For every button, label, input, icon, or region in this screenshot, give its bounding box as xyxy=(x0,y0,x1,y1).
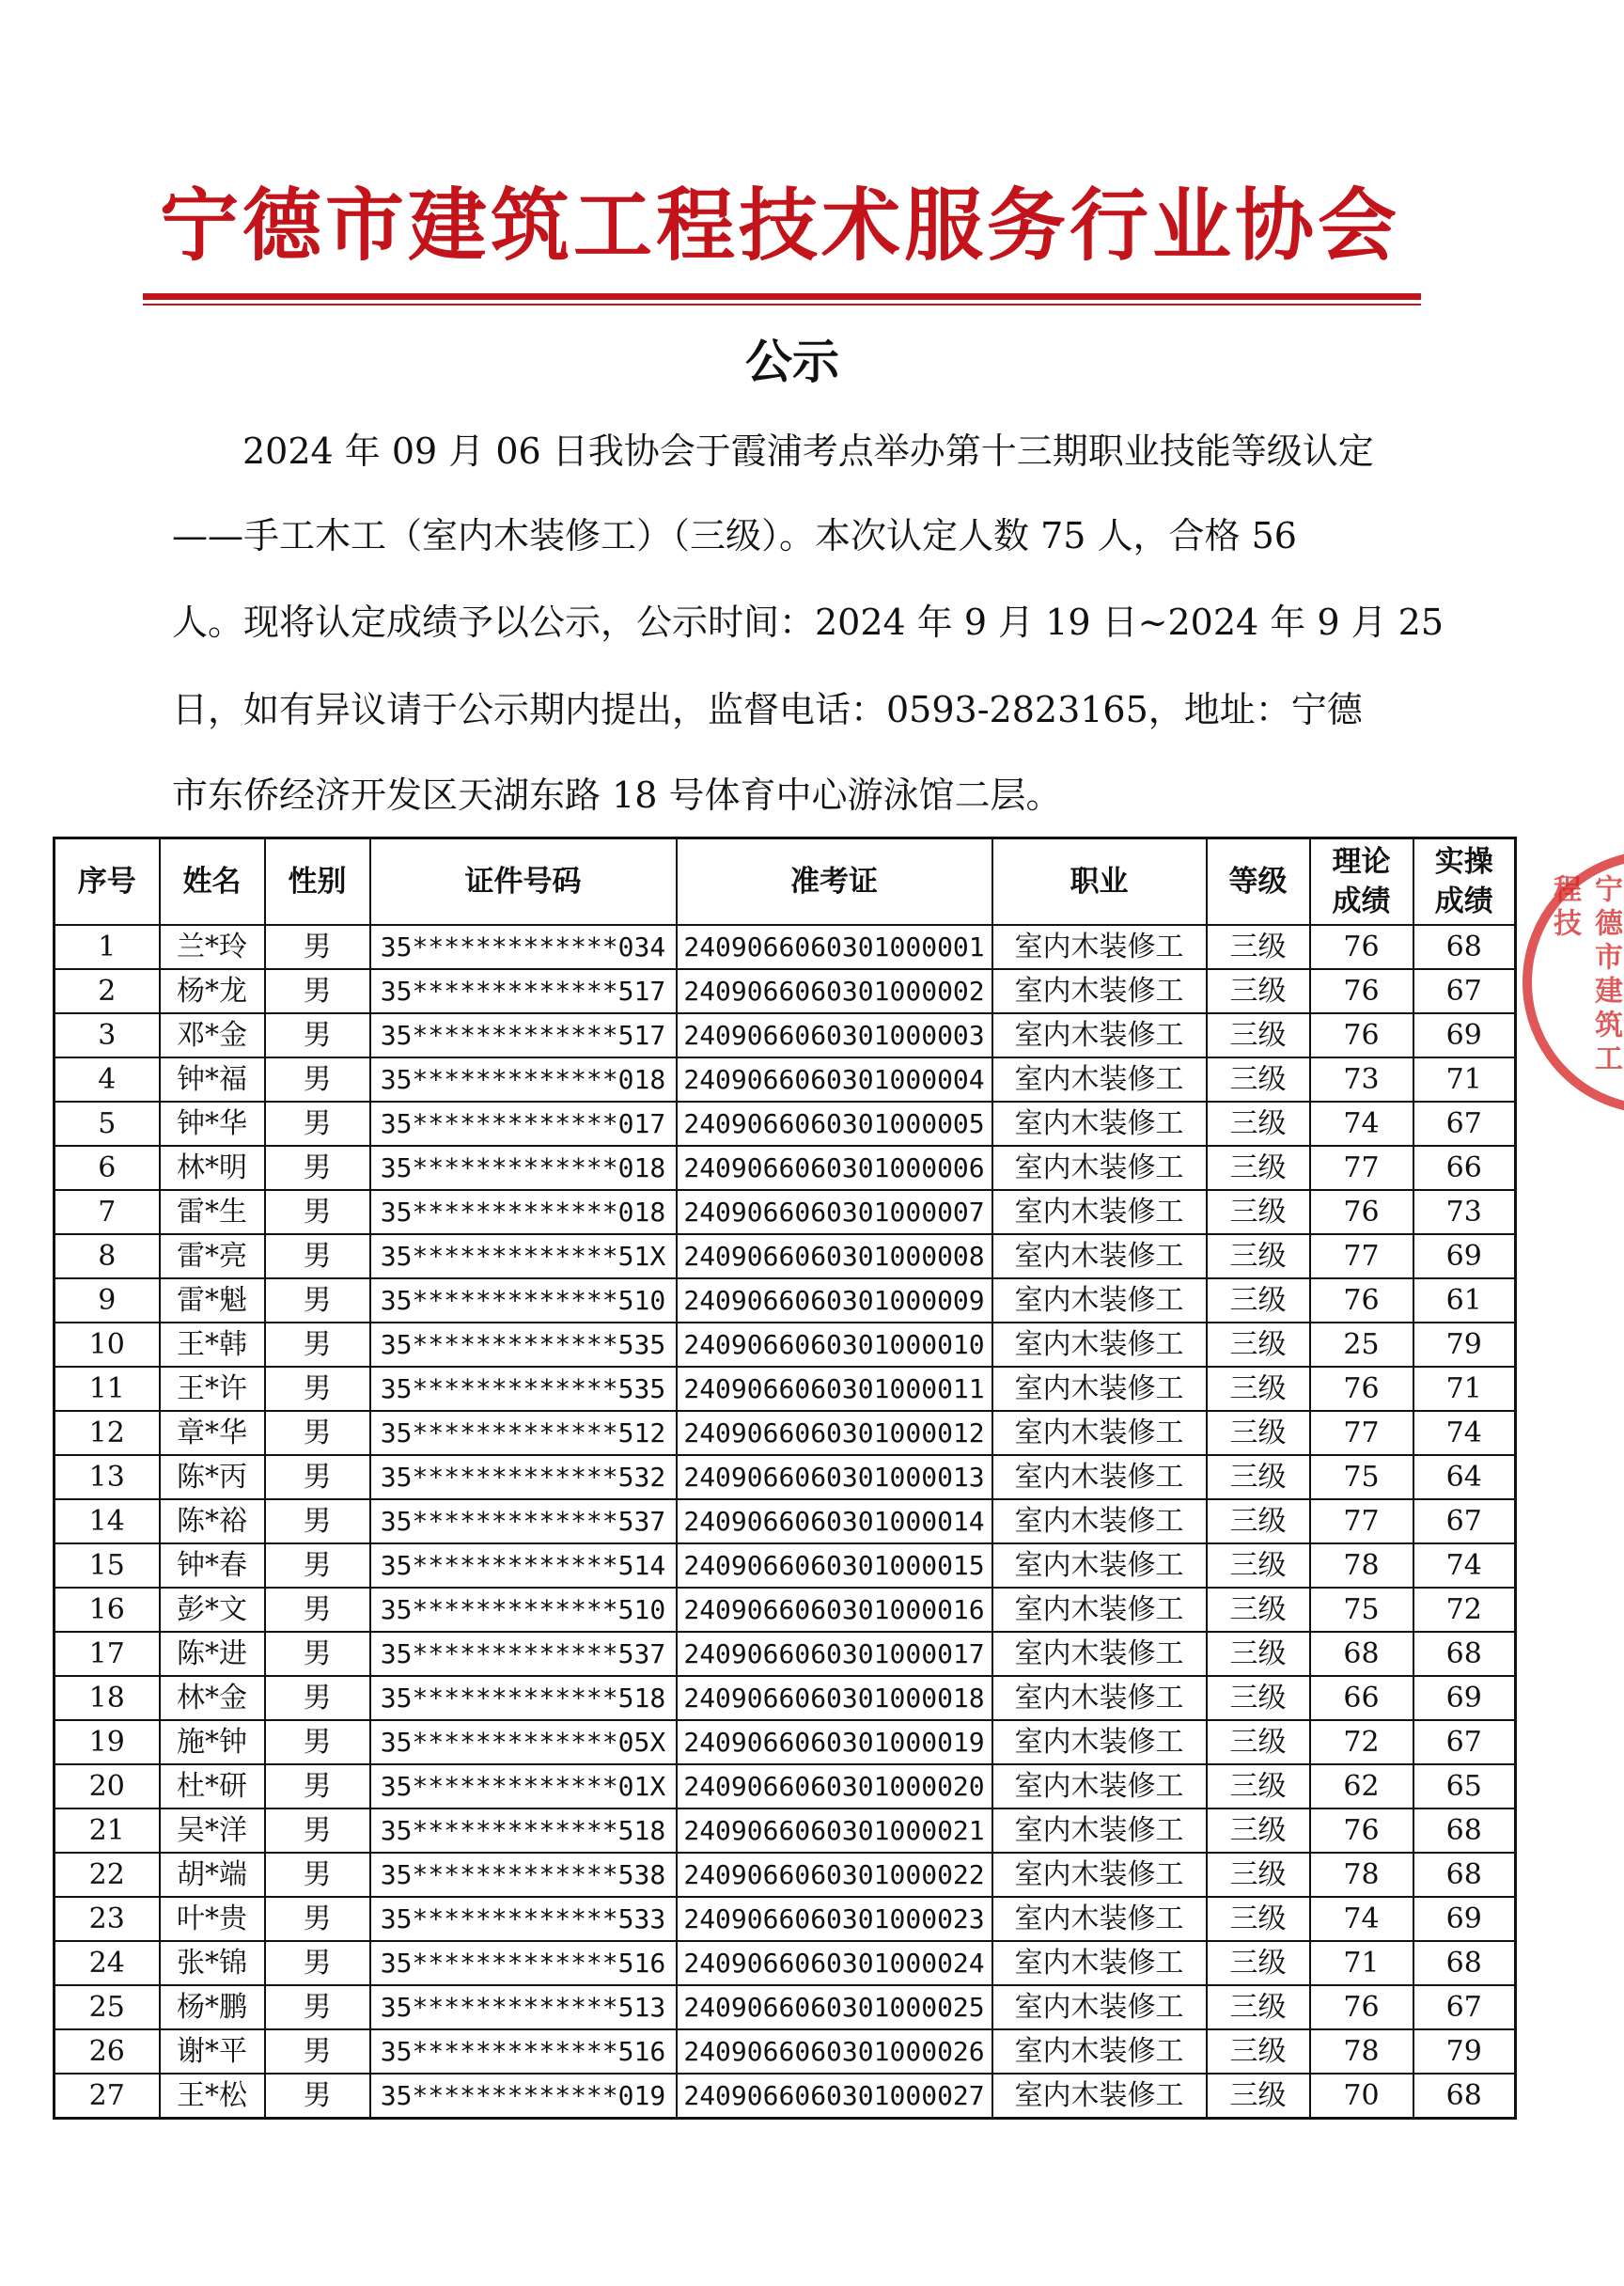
cell-admission-number: 2409066060301000011 xyxy=(677,1367,992,1411)
table-row xyxy=(55,1278,1516,1323)
cell-id-number: 35*************019 xyxy=(370,2074,677,2119)
cell-admission-number: 2409066060301000020 xyxy=(677,1764,992,1808)
cell-occupation: 室内木装修工 xyxy=(992,969,1207,1013)
cell-gender: 男 xyxy=(265,1941,370,1985)
cell-id-number: 35*************535 xyxy=(370,1367,677,1411)
cell-gender: 男 xyxy=(265,1278,370,1323)
cell-level: 三级 xyxy=(1207,1853,1310,1897)
cell-theory-score: 71 xyxy=(1310,1941,1413,1985)
cell-theory-score: 74 xyxy=(1310,1102,1413,1146)
table-row xyxy=(55,1897,1516,1941)
table-row xyxy=(55,1588,1516,1632)
cell-id-number: 35*************516 xyxy=(370,1941,677,1985)
cell-theory-score: 76 xyxy=(1310,1013,1413,1057)
cell-theory-score: 25 xyxy=(1310,1323,1413,1367)
cell-id-number: 35*************018 xyxy=(370,1146,677,1190)
table-row xyxy=(55,1323,1516,1367)
cell-id-number: 35*************018 xyxy=(370,1190,677,1234)
cell-admission-number: 2409066060301000017 xyxy=(677,1632,992,1676)
cell-gender: 男 xyxy=(265,1632,370,1676)
notice-line-4: 日，如有异议请于公示期内提出，监督电话：0593-2823165，地址：宁德 xyxy=(172,689,1363,730)
cell-admission-number: 2409066060301000002 xyxy=(677,969,992,1013)
cell-practical-score: 72 xyxy=(1413,1588,1516,1632)
cell-level: 三级 xyxy=(1207,1632,1310,1676)
cell-seq: 4 xyxy=(55,1057,160,1102)
cell-level: 三级 xyxy=(1207,1013,1310,1057)
cell-gender: 男 xyxy=(265,1455,370,1499)
cell-practical-score: 69 xyxy=(1413,1234,1516,1278)
table-header-cell: 准考证 xyxy=(677,838,992,926)
cell-seq: 17 xyxy=(55,1632,160,1676)
cell-admission-number: 2409066060301000015 xyxy=(677,1543,992,1588)
cell-seq: 16 xyxy=(55,1588,160,1632)
cell-admission-number: 2409066060301000014 xyxy=(677,1499,992,1543)
cell-level: 三级 xyxy=(1207,1985,1310,2029)
cell-theory-score: 66 xyxy=(1310,1676,1413,1720)
cell-theory-score: 76 xyxy=(1310,925,1413,969)
table-body xyxy=(55,925,1516,2119)
table-row xyxy=(55,1234,1516,1278)
cell-id-number: 35*************01X xyxy=(370,1764,677,1808)
cell-id-number: 35*************018 xyxy=(370,1057,677,1102)
cell-practical-score: 67 xyxy=(1413,1720,1516,1764)
cell-id-number: 35*************537 xyxy=(370,1499,677,1543)
cell-level: 三级 xyxy=(1207,1278,1310,1323)
cell-practical-score: 71 xyxy=(1413,1057,1516,1102)
cell-practical-score: 67 xyxy=(1413,1985,1516,2029)
cell-occupation: 室内木装修工 xyxy=(992,1941,1207,1985)
cell-admission-number: 2409066060301000023 xyxy=(677,1897,992,1941)
table-header-cell: 等级 xyxy=(1207,838,1310,926)
cell-occupation: 室内木装修工 xyxy=(992,1146,1207,1190)
cell-seq: 21 xyxy=(55,1808,160,1853)
table-row xyxy=(55,1013,1516,1057)
cell-seq: 11 xyxy=(55,1367,160,1411)
cell-seq: 24 xyxy=(55,1941,160,1985)
cell-name: 雷*魁 xyxy=(160,1278,265,1323)
cell-occupation: 室内木装修工 xyxy=(992,1102,1207,1146)
cell-admission-number: 2409066060301000012 xyxy=(677,1411,992,1455)
cell-seq: 10 xyxy=(55,1323,160,1367)
cell-seq: 12 xyxy=(55,1411,160,1455)
cell-occupation: 室内木装修工 xyxy=(992,1013,1207,1057)
notice-line-2: ——手工木工（室内木装修工）（三级）。本次认定人数 75 人，合格 56 xyxy=(172,515,1297,556)
cell-seq: 2 xyxy=(55,969,160,1013)
table-header-cell: 证件号码 xyxy=(370,838,677,926)
table-header-cell: 姓名 xyxy=(160,838,265,926)
cell-level: 三级 xyxy=(1207,1897,1310,1941)
table-header-cell: 实操 成绩 xyxy=(1413,838,1516,926)
cell-occupation: 室内木装修工 xyxy=(992,1455,1207,1499)
cell-level: 三级 xyxy=(1207,1102,1310,1146)
cell-seq: 15 xyxy=(55,1543,160,1588)
cell-gender: 男 xyxy=(265,1057,370,1102)
cell-id-number: 35*************510 xyxy=(370,1278,677,1323)
cell-theory-score: 68 xyxy=(1310,1632,1413,1676)
org-letterhead-title: 宁德市建筑工程技术服务行业协会 xyxy=(159,180,1400,272)
cell-name: 章*华 xyxy=(160,1411,265,1455)
cell-admission-number: 2409066060301000003 xyxy=(677,1013,992,1057)
cell-occupation: 室内木装修工 xyxy=(992,1808,1207,1853)
table-row xyxy=(55,1543,1516,1588)
cell-gender: 男 xyxy=(265,1190,370,1234)
cell-admission-number: 2409066060301000006 xyxy=(677,1146,992,1190)
cell-id-number: 35*************518 xyxy=(370,1676,677,1720)
cell-name: 钟*华 xyxy=(160,1102,265,1146)
cell-theory-score: 62 xyxy=(1310,1764,1413,1808)
cell-id-number: 35*************518 xyxy=(370,1808,677,1853)
cell-gender: 男 xyxy=(265,969,370,1013)
cell-practical-score: 65 xyxy=(1413,1764,1516,1808)
cell-seq: 5 xyxy=(55,1102,160,1146)
cell-id-number: 35*************514 xyxy=(370,1543,677,1588)
table-row xyxy=(55,1985,1516,2029)
cell-theory-score: 77 xyxy=(1310,1499,1413,1543)
cell-id-number: 35*************535 xyxy=(370,1323,677,1367)
cell-practical-score: 68 xyxy=(1413,1941,1516,1985)
cell-level: 三级 xyxy=(1207,2074,1310,2119)
cell-name: 王*许 xyxy=(160,1367,265,1411)
cell-seq: 25 xyxy=(55,1985,160,2029)
cell-practical-score: 61 xyxy=(1413,1278,1516,1323)
cell-admission-number: 2409066060301000001 xyxy=(677,925,992,969)
cell-level: 三级 xyxy=(1207,1367,1310,1411)
cell-admission-number: 2409066060301000027 xyxy=(677,2074,992,2119)
cell-occupation: 室内木装修工 xyxy=(992,1323,1207,1367)
cell-occupation: 室内木装修工 xyxy=(992,1588,1207,1632)
cell-theory-score: 74 xyxy=(1310,1897,1413,1941)
cell-theory-score: 77 xyxy=(1310,1234,1413,1278)
table-row xyxy=(55,925,1516,969)
cell-theory-score: 76 xyxy=(1310,969,1413,1013)
cell-id-number: 35*************513 xyxy=(370,1985,677,2029)
cell-gender: 男 xyxy=(265,1853,370,1897)
cell-level: 三级 xyxy=(1207,969,1310,1013)
cell-level: 三级 xyxy=(1207,1808,1310,1853)
cell-practical-score: 68 xyxy=(1413,1853,1516,1897)
cell-admission-number: 2409066060301000019 xyxy=(677,1720,992,1764)
cell-occupation: 室内木装修工 xyxy=(992,2074,1207,2119)
cell-seq: 27 xyxy=(55,2074,160,2119)
cell-name: 张*锦 xyxy=(160,1941,265,1985)
cell-practical-score: 68 xyxy=(1413,1808,1516,1853)
cell-admission-number: 2409066060301000007 xyxy=(677,1190,992,1234)
cell-name: 杜*研 xyxy=(160,1764,265,1808)
cell-gender: 男 xyxy=(265,1676,370,1720)
cell-id-number: 35*************538 xyxy=(370,1853,677,1897)
cell-level: 三级 xyxy=(1207,1146,1310,1190)
cell-theory-score: 76 xyxy=(1310,1808,1413,1853)
cell-name: 谢*平 xyxy=(160,2029,265,2074)
cell-level: 三级 xyxy=(1207,1543,1310,1588)
cell-practical-score: 73 xyxy=(1413,1190,1516,1234)
cell-theory-score: 73 xyxy=(1310,1057,1413,1102)
cell-id-number: 35*************532 xyxy=(370,1455,677,1499)
cell-name: 王*韩 xyxy=(160,1323,265,1367)
cell-admission-number: 2409066060301000010 xyxy=(677,1323,992,1367)
cell-practical-score: 74 xyxy=(1413,1543,1516,1588)
results-table-container xyxy=(53,837,1514,2130)
cell-occupation: 室内木装修工 xyxy=(992,1057,1207,1102)
cell-seq: 19 xyxy=(55,1720,160,1764)
cell-practical-score: 67 xyxy=(1413,969,1516,1013)
cell-admission-number: 2409066060301000009 xyxy=(677,1278,992,1323)
cell-theory-score: 77 xyxy=(1310,1411,1413,1455)
cell-practical-score: 64 xyxy=(1413,1455,1516,1499)
cell-practical-score: 68 xyxy=(1413,2074,1516,2119)
cell-name: 钟*福 xyxy=(160,1057,265,1102)
cell-name: 雷*生 xyxy=(160,1190,265,1234)
cell-gender: 男 xyxy=(265,1808,370,1853)
cell-theory-score: 76 xyxy=(1310,1278,1413,1323)
table-row xyxy=(55,1941,1516,1985)
cell-level: 三级 xyxy=(1207,1057,1310,1102)
cell-gender: 男 xyxy=(265,1013,370,1057)
cell-occupation: 室内木装修工 xyxy=(992,1985,1207,2029)
cell-seq: 23 xyxy=(55,1897,160,1941)
cell-practical-score: 68 xyxy=(1413,1632,1516,1676)
cell-admission-number: 2409066060301000026 xyxy=(677,2029,992,2074)
table-row xyxy=(55,2074,1516,2119)
cell-seq: 7 xyxy=(55,1190,160,1234)
cell-occupation: 室内木装修工 xyxy=(992,2029,1207,2074)
cell-occupation: 室内木装修工 xyxy=(992,1764,1207,1808)
cell-theory-score: 75 xyxy=(1310,1455,1413,1499)
cell-theory-score: 76 xyxy=(1310,1985,1413,2029)
cell-name: 杨*鹏 xyxy=(160,1985,265,2029)
cell-name: 王*松 xyxy=(160,2074,265,2119)
cell-practical-score: 69 xyxy=(1413,1676,1516,1720)
cell-gender: 男 xyxy=(265,1323,370,1367)
cell-gender: 男 xyxy=(265,1234,370,1278)
cell-name: 彭*文 xyxy=(160,1588,265,1632)
cell-level: 三级 xyxy=(1207,2029,1310,2074)
table-row xyxy=(55,1190,1516,1234)
cell-id-number: 35*************510 xyxy=(370,1588,677,1632)
cell-admission-number: 2409066060301000025 xyxy=(677,1985,992,2029)
cell-gender: 男 xyxy=(265,1764,370,1808)
table-row xyxy=(55,1499,1516,1543)
cell-occupation: 室内木装修工 xyxy=(992,925,1207,969)
results-table xyxy=(53,837,1517,2120)
cell-seq: 14 xyxy=(55,1499,160,1543)
cell-id-number: 35*************51X xyxy=(370,1234,677,1278)
cell-gender: 男 xyxy=(265,1499,370,1543)
table-header-row xyxy=(55,838,1516,926)
table-row xyxy=(55,1720,1516,1764)
table-row xyxy=(55,1057,1516,1102)
cell-theory-score: 78 xyxy=(1310,1543,1413,1588)
cell-gender: 男 xyxy=(265,1897,370,1941)
cell-theory-score: 70 xyxy=(1310,2074,1413,2119)
cell-seq: 20 xyxy=(55,1764,160,1808)
cell-admission-number: 2409066060301000018 xyxy=(677,1676,992,1720)
cell-seq: 18 xyxy=(55,1676,160,1720)
cell-gender: 男 xyxy=(265,2029,370,2074)
cell-admission-number: 2409066060301000022 xyxy=(677,1853,992,1897)
cell-theory-score: 78 xyxy=(1310,1853,1413,1897)
cell-level: 三级 xyxy=(1207,1941,1310,1985)
table-row xyxy=(55,1367,1516,1411)
cell-seq: 26 xyxy=(55,2029,160,2074)
cell-level: 三级 xyxy=(1207,1764,1310,1808)
cell-id-number: 35*************017 xyxy=(370,1102,677,1146)
cell-name: 胡*端 xyxy=(160,1853,265,1897)
cell-seq: 9 xyxy=(55,1278,160,1323)
cell-name: 林*明 xyxy=(160,1146,265,1190)
cell-theory-score: 72 xyxy=(1310,1720,1413,1764)
cell-seq: 13 xyxy=(55,1455,160,1499)
cell-practical-score: 67 xyxy=(1413,1499,1516,1543)
cell-gender: 男 xyxy=(265,2074,370,2119)
cell-theory-score: 77 xyxy=(1310,1146,1413,1190)
cell-occupation: 室内木装修工 xyxy=(992,1543,1207,1588)
table-row xyxy=(55,1676,1516,1720)
cell-occupation: 室内木装修工 xyxy=(992,1499,1207,1543)
cell-id-number: 35*************05X xyxy=(370,1720,677,1764)
cell-name: 陈*丙 xyxy=(160,1455,265,1499)
cell-level: 三级 xyxy=(1207,1190,1310,1234)
cell-level: 三级 xyxy=(1207,1323,1310,1367)
cell-gender: 男 xyxy=(265,1146,370,1190)
cell-level: 三级 xyxy=(1207,1499,1310,1543)
cell-admission-number: 2409066060301000008 xyxy=(677,1234,992,1278)
cell-gender: 男 xyxy=(265,1588,370,1632)
cell-gender: 男 xyxy=(265,1720,370,1764)
table-row xyxy=(55,969,1516,1013)
cell-occupation: 室内木装修工 xyxy=(992,1676,1207,1720)
cell-gender: 男 xyxy=(265,1367,370,1411)
cell-id-number: 35*************512 xyxy=(370,1411,677,1455)
cell-occupation: 室内木装修工 xyxy=(992,1234,1207,1278)
cell-gender: 男 xyxy=(265,1985,370,2029)
cell-seq: 8 xyxy=(55,1234,160,1278)
table-row xyxy=(55,1764,1516,1808)
cell-occupation: 室内木装修工 xyxy=(992,1720,1207,1764)
cell-gender: 男 xyxy=(265,925,370,969)
cell-practical-score: 74 xyxy=(1413,1411,1516,1455)
cell-id-number: 35*************517 xyxy=(370,969,677,1013)
cell-level: 三级 xyxy=(1207,1455,1310,1499)
cell-id-number: 35*************533 xyxy=(370,1897,677,1941)
cell-name: 陈*进 xyxy=(160,1632,265,1676)
table-row xyxy=(55,1146,1516,1190)
notice-line-1: 2024 年 09 月 06 日我协会于霞浦考点举办第十三期职业技能等级认定 xyxy=(242,431,1374,472)
cell-occupation: 室内木装修工 xyxy=(992,1897,1207,1941)
table-row xyxy=(55,1102,1516,1146)
cell-name: 杨*龙 xyxy=(160,969,265,1013)
cell-name: 邓*金 xyxy=(160,1013,265,1057)
cell-id-number: 35*************516 xyxy=(370,2029,677,2074)
cell-occupation: 室内木装修工 xyxy=(992,1278,1207,1323)
cell-gender: 男 xyxy=(265,1411,370,1455)
cell-practical-score: 71 xyxy=(1413,1367,1516,1411)
cell-admission-number: 2409066060301000024 xyxy=(677,1941,992,1985)
table-row xyxy=(55,1853,1516,1897)
cell-level: 三级 xyxy=(1207,925,1310,969)
table-row xyxy=(55,1808,1516,1853)
cell-admission-number: 2409066060301000004 xyxy=(677,1057,992,1102)
cell-id-number: 35*************517 xyxy=(370,1013,677,1057)
cell-seq: 6 xyxy=(55,1146,160,1190)
cell-admission-number: 2409066060301000021 xyxy=(677,1808,992,1853)
table-row xyxy=(55,2029,1516,2074)
cell-occupation: 室内木装修工 xyxy=(992,1853,1207,1897)
cell-seq: 3 xyxy=(55,1013,160,1057)
cell-id-number: 35*************034 xyxy=(370,925,677,969)
cell-admission-number: 2409066060301000016 xyxy=(677,1588,992,1632)
cell-practical-score: 68 xyxy=(1413,925,1516,969)
cell-name: 兰*玲 xyxy=(160,925,265,969)
table-header-cell: 序号 xyxy=(55,838,160,926)
table-header-cell: 职业 xyxy=(992,838,1207,926)
letterhead-divider-thick xyxy=(143,293,1421,300)
cell-admission-number: 2409066060301000013 xyxy=(677,1455,992,1499)
cell-name: 雷*亮 xyxy=(160,1234,265,1278)
cell-theory-score: 78 xyxy=(1310,2029,1413,2074)
cell-name: 林*金 xyxy=(160,1676,265,1720)
cell-name: 钟*春 xyxy=(160,1543,265,1588)
table-header-cell: 性别 xyxy=(265,838,370,926)
cell-occupation: 室内木装修工 xyxy=(992,1367,1207,1411)
cell-seq: 1 xyxy=(55,925,160,969)
cell-level: 三级 xyxy=(1207,1234,1310,1278)
table-row xyxy=(55,1411,1516,1455)
cell-occupation: 室内木装修工 xyxy=(992,1632,1207,1676)
cell-level: 三级 xyxy=(1207,1411,1310,1455)
cell-practical-score: 66 xyxy=(1413,1146,1516,1190)
official-seal-text: 宁德市建筑工程技 xyxy=(1548,874,1622,1077)
letterhead-divider-thin xyxy=(143,304,1421,305)
cell-practical-score: 79 xyxy=(1413,2029,1516,2074)
cell-name: 吴*洋 xyxy=(160,1808,265,1853)
notice-line-3: 人。现将认定成绩予以公示，公示时间：2024 年 9 月 19 日~2024 年 9 月 25 xyxy=(172,602,1444,643)
cell-id-number: 35*************537 xyxy=(370,1632,677,1676)
cell-theory-score: 76 xyxy=(1310,1367,1413,1411)
cell-level: 三级 xyxy=(1207,1588,1310,1632)
table-row xyxy=(55,1632,1516,1676)
cell-theory-score: 75 xyxy=(1310,1588,1413,1632)
notice-title: 公示 xyxy=(745,335,839,389)
cell-occupation: 室内木装修工 xyxy=(992,1411,1207,1455)
cell-gender: 男 xyxy=(265,1102,370,1146)
cell-practical-score: 69 xyxy=(1413,1013,1516,1057)
cell-name: 陈*裕 xyxy=(160,1499,265,1543)
cell-admission-number: 2409066060301000005 xyxy=(677,1102,992,1146)
cell-name: 叶*贵 xyxy=(160,1897,265,1941)
cell-practical-score: 69 xyxy=(1413,1897,1516,1941)
cell-practical-score: 67 xyxy=(1413,1102,1516,1146)
cell-theory-score: 76 xyxy=(1310,1190,1413,1234)
notice-line-5: 市东侨经济开发区天湖东路 18 号体育中心游泳馆二层。 xyxy=(172,775,1062,816)
cell-practical-score: 79 xyxy=(1413,1323,1516,1367)
cell-gender: 男 xyxy=(265,1543,370,1588)
table-header-cell: 理论 成绩 xyxy=(1310,838,1413,926)
cell-level: 三级 xyxy=(1207,1720,1310,1764)
cell-name: 施*钟 xyxy=(160,1720,265,1764)
cell-seq: 22 xyxy=(55,1853,160,1897)
cell-level: 三级 xyxy=(1207,1676,1310,1720)
table-row xyxy=(55,1455,1516,1499)
cell-occupation: 室内木装修工 xyxy=(992,1190,1207,1234)
